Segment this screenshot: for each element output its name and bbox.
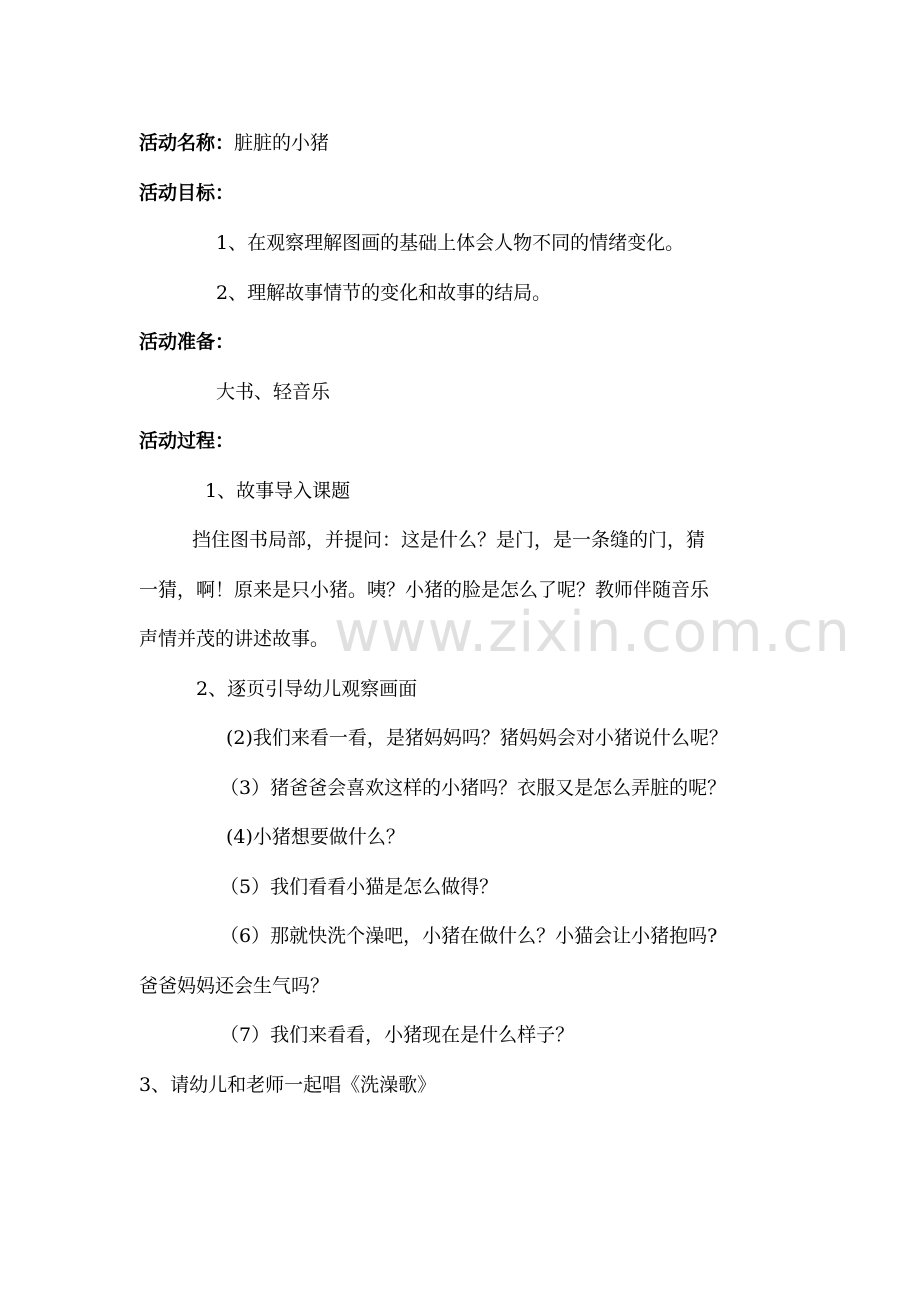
question-item: (4)小猪想要做什么？ bbox=[226, 826, 405, 848]
step3-title: 3、请幼儿和老师一起唱《洗澡歌》 bbox=[139, 1074, 437, 1096]
activity-name-value: 脏脏的小猪 bbox=[234, 132, 330, 154]
step1-paragraph-line: 一猜，啊！原来是只小猪。咦？小猪的脸是怎么了呢？教师伴随音乐 bbox=[139, 579, 710, 601]
activity-name-label: 活动名称： bbox=[139, 132, 235, 154]
process-heading: 活动过程： bbox=[139, 430, 235, 452]
goal-item: 1、在观察理解图画的基础上体会人物不同的情绪变化。 bbox=[216, 232, 685, 254]
goals-heading: 活动目标： bbox=[139, 182, 235, 204]
step1-title: 1、故事导入课题 bbox=[205, 480, 351, 502]
question-item: （7）我们来看看，小猪现在是什么样子？ bbox=[220, 1024, 575, 1046]
question-item: （3）猪爸爸会喜欢这样的小猪吗？衣服又是怎么弄脏的呢？ bbox=[220, 777, 727, 799]
watermark: www.zixin.com.cn bbox=[334, 600, 851, 665]
activity-name-line bbox=[139, 131, 329, 155]
question-item: （6）那就快洗个澡吧，小猪在做什么？小猫会让小猪抱吗? bbox=[220, 925, 718, 947]
question-item: （5）我们看看小猫是怎么做得？ bbox=[220, 876, 499, 898]
goal-item: 2、理解故事情节的变化和故事的结局。 bbox=[216, 282, 552, 304]
question-item: (2)我们来看一看，是猪妈妈吗？猪妈妈会对小猪说什么呢？ bbox=[226, 727, 728, 749]
step1-paragraph-line: 声情并茂的讲述故事。 bbox=[139, 628, 330, 650]
step2-title: 2、逐页引导幼儿观察画面 bbox=[196, 678, 418, 700]
preparation-heading: 活动准备： bbox=[139, 331, 235, 353]
step1-paragraph-line: 挡住图书局部，并提问：这是什么？是门，是一条缝的门，猜 bbox=[192, 529, 706, 551]
question-item: 爸爸妈妈还会生气吗？ bbox=[139, 975, 330, 997]
preparation-value: 大书、轻音乐 bbox=[216, 381, 331, 403]
